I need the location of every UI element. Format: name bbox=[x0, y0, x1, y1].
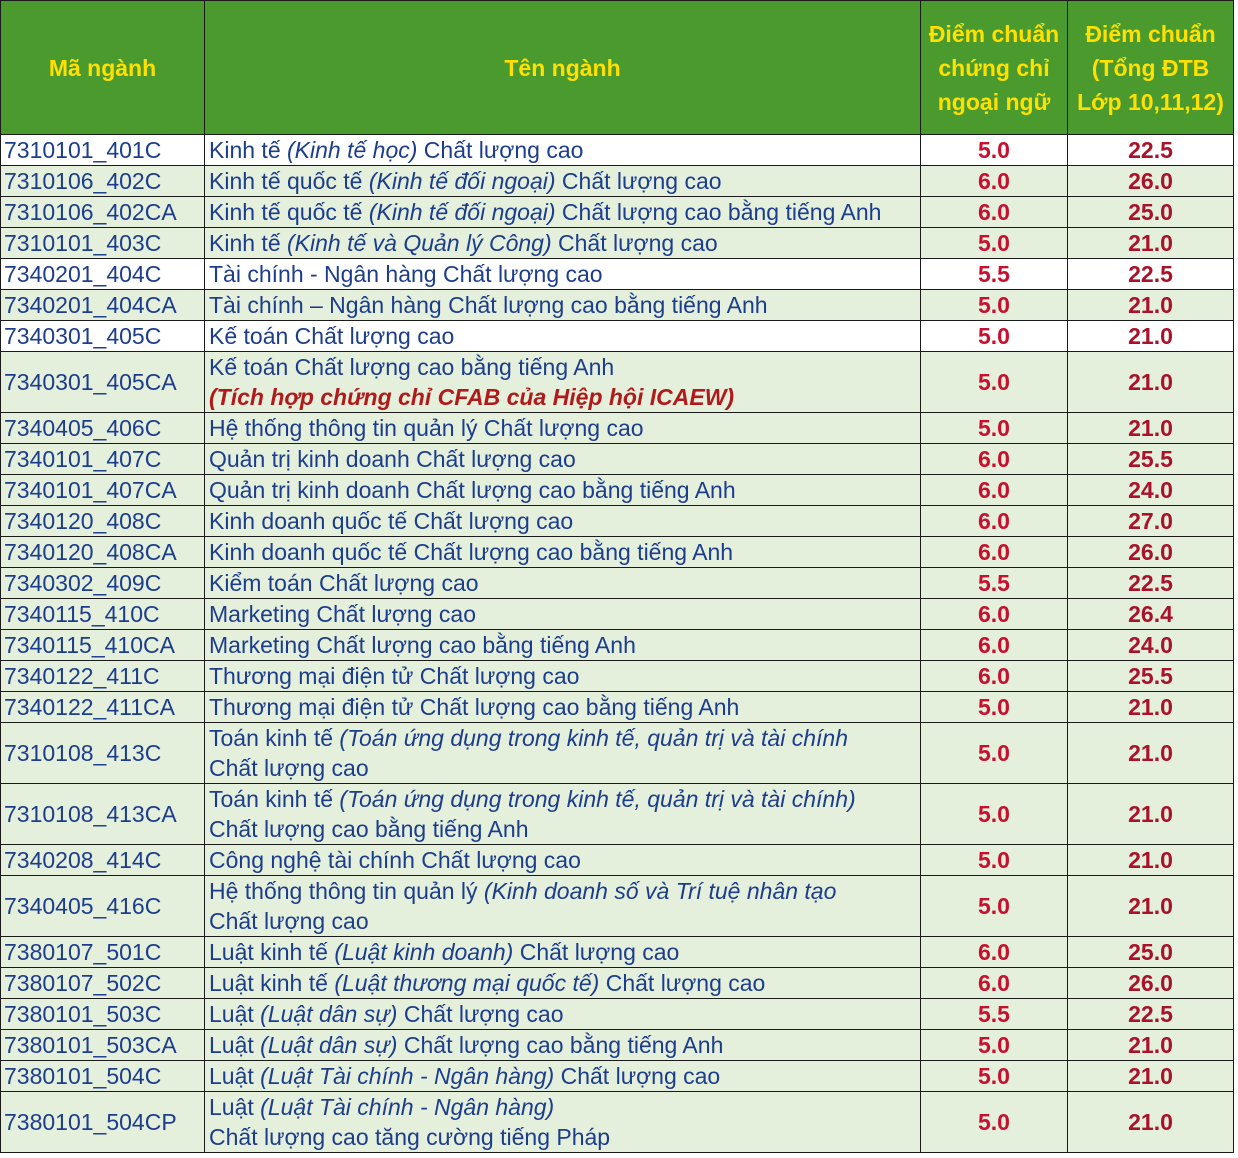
gpa-score-cell: 27.0 bbox=[1068, 506, 1234, 537]
cert-score-cell: 5.0 bbox=[921, 290, 1068, 321]
major-name-segment: Luật bbox=[209, 1063, 261, 1089]
major-name-segment: Kinh doanh quốc tế Chất lượng cao bằng tiếng Anh bbox=[209, 539, 734, 565]
major-name-segment: Chất lượng cao bbox=[513, 939, 680, 965]
major-name-cell bbox=[205, 999, 921, 1030]
cert-score-cell: 6.0 bbox=[921, 166, 1068, 197]
table-row bbox=[1, 876, 1234, 937]
cert-score-cell: 6.0 bbox=[921, 937, 1068, 968]
table-row bbox=[1, 845, 1234, 876]
major-name-cell bbox=[205, 692, 921, 723]
major-name-segment: Quản trị kinh doanh Chất lượng cao bbox=[209, 446, 576, 472]
major-code-cell: 7380101_503CA bbox=[1, 1030, 205, 1061]
gpa-score-cell: 25.0 bbox=[1068, 197, 1234, 228]
table-row bbox=[1, 1030, 1234, 1061]
major-name-segment: Chất lượng cao bbox=[397, 1001, 564, 1027]
major-name-segment: Hệ thống thông tin quản lý bbox=[209, 878, 484, 904]
gpa-score-cell: 21.0 bbox=[1068, 692, 1234, 723]
major-name-segment: (Toán ứng dụng trong kinh tế, quản trị và tài chính) bbox=[339, 786, 856, 812]
cert-score-cell: 5.0 bbox=[921, 1030, 1068, 1061]
cert-score-cell: 5.5 bbox=[921, 259, 1068, 290]
major-name-segment: Tài chính - Ngân hàng Chất lượng cao bbox=[209, 261, 603, 287]
table-row bbox=[1, 135, 1234, 166]
table-row bbox=[1, 968, 1234, 999]
major-name-segment: Tài chính – Ngân hàng Chất lượng cao bằng tiếng Anh bbox=[209, 292, 768, 318]
major-name-segment: Chất lượng cao bbox=[554, 1063, 721, 1089]
gpa-score-cell: 21.0 bbox=[1068, 413, 1234, 444]
major-code-cell: 7340101_407C bbox=[1, 444, 205, 475]
major-name-cell bbox=[205, 723, 921, 784]
table-row bbox=[1, 321, 1234, 352]
cert-score-cell: 5.0 bbox=[921, 228, 1068, 259]
major-code-cell: 7340122_411C bbox=[1, 661, 205, 692]
major-code-cell: 7340201_404CA bbox=[1, 290, 205, 321]
gpa-score-cell: 25.0 bbox=[1068, 937, 1234, 968]
table-row bbox=[1, 1061, 1234, 1092]
major-code-cell: 7340208_414C bbox=[1, 845, 205, 876]
major-name-segment: Kinh tế bbox=[209, 137, 287, 163]
major-name-cell bbox=[205, 444, 921, 475]
cert-score-cell: 6.0 bbox=[921, 599, 1068, 630]
major-name-segment: Toán kinh tế bbox=[209, 725, 340, 751]
major-name-cell bbox=[205, 937, 921, 968]
major-code-cell: 7380101_503C bbox=[1, 999, 205, 1030]
major-name-segment: (Kinh tế đối ngoại) bbox=[368, 168, 556, 194]
cert-score-cell: 5.0 bbox=[921, 413, 1068, 444]
major-name-segment: Chất lượng cao bằng tiếng Anh bbox=[209, 816, 529, 842]
header-cert-score: Điểm chuẩn chứng chỉ ngoại ngữ bbox=[921, 1, 1068, 135]
table-row bbox=[1, 352, 1234, 413]
major-name-cell bbox=[205, 630, 921, 661]
major-name-segment: Kế toán Chất lượng cao bằng tiếng Anh bbox=[209, 354, 615, 380]
cert-score-cell: 5.0 bbox=[921, 692, 1068, 723]
table-row bbox=[1, 937, 1234, 968]
table-row bbox=[1, 599, 1234, 630]
major-name-segment: (Luật kinh doanh) bbox=[334, 939, 514, 965]
major-name-segment: Marketing Chất lượng cao bbox=[209, 601, 476, 627]
major-name-segment: Luật bbox=[209, 1032, 261, 1058]
gpa-score-cell: 21.0 bbox=[1068, 845, 1234, 876]
major-note-text: (Tích hợp chứng chỉ CFAB của Hiệp hội ICAEW) bbox=[209, 384, 735, 410]
major-code-cell: 7340120_408C bbox=[1, 506, 205, 537]
major-name-cell bbox=[205, 568, 921, 599]
major-name-cell bbox=[205, 599, 921, 630]
gpa-score-cell: 22.5 bbox=[1068, 568, 1234, 599]
major-name-cell bbox=[205, 876, 921, 937]
table-row bbox=[1, 444, 1234, 475]
major-name-segment: Công nghệ tài chính Chất lượng cao bbox=[209, 847, 581, 873]
table-row bbox=[1, 630, 1234, 661]
major-code-cell: 7380107_501C bbox=[1, 937, 205, 968]
major-name-segment: Luật bbox=[209, 1001, 261, 1027]
gpa-score-cell: 22.5 bbox=[1068, 259, 1234, 290]
major-name-segment: Luật kinh tế bbox=[209, 939, 335, 965]
major-name-cell bbox=[205, 1092, 921, 1153]
major-code-cell: 7340115_410C bbox=[1, 599, 205, 630]
major-name-segment: Thương mại điện tử Chất lượng cao bbox=[209, 663, 580, 689]
major-name-cell bbox=[205, 1061, 921, 1092]
major-code-cell: 7340122_411CA bbox=[1, 692, 205, 723]
cert-score-cell: 6.0 bbox=[921, 537, 1068, 568]
table-row bbox=[1, 568, 1234, 599]
gpa-score-cell: 22.5 bbox=[1068, 999, 1234, 1030]
major-name-cell bbox=[205, 197, 921, 228]
major-name-segment: Chất lượng cao bbox=[209, 908, 369, 934]
major-code-cell: 7340101_407CA bbox=[1, 475, 205, 506]
major-name-segment: (Luật dân sự) bbox=[260, 1032, 398, 1058]
gpa-score-cell: 21.0 bbox=[1068, 876, 1234, 937]
major-code-cell: 7380101_504C bbox=[1, 1061, 205, 1092]
gpa-score-cell: 26.0 bbox=[1068, 166, 1234, 197]
cert-score-cell: 5.0 bbox=[921, 321, 1068, 352]
cert-score-cell: 5.0 bbox=[921, 784, 1068, 845]
gpa-score-cell: 24.0 bbox=[1068, 630, 1234, 661]
major-name-cell bbox=[205, 321, 921, 352]
cert-score-cell: 6.0 bbox=[921, 475, 1068, 506]
major-name-segment: (Luật thương mại quốc tế) bbox=[334, 970, 600, 996]
major-code-cell: 7340120_408CA bbox=[1, 537, 205, 568]
major-name-cell bbox=[205, 1030, 921, 1061]
table-row bbox=[1, 999, 1234, 1030]
cert-score-cell: 5.0 bbox=[921, 845, 1068, 876]
major-code-cell: 7340115_410CA bbox=[1, 630, 205, 661]
major-name-segment: Kinh tế bbox=[209, 230, 287, 256]
table-row bbox=[1, 692, 1234, 723]
major-code-cell: 7380101_504CP bbox=[1, 1092, 205, 1153]
major-name-segment: Hệ thống thông tin quản lý Chất lượng cao bbox=[209, 415, 644, 441]
major-code-cell: 7340301_405CA bbox=[1, 352, 205, 413]
table-row bbox=[1, 290, 1234, 321]
major-code-cell: 7340405_406C bbox=[1, 413, 205, 444]
major-code-cell: 7310108_413CA bbox=[1, 784, 205, 845]
major-code-cell: 7310101_401C bbox=[1, 135, 205, 166]
cert-score-cell: 5.0 bbox=[921, 876, 1068, 937]
major-name-cell bbox=[205, 784, 921, 845]
major-name-segment: (Kinh tế học) bbox=[287, 137, 418, 163]
gpa-score-cell: 21.0 bbox=[1068, 290, 1234, 321]
major-name-cell bbox=[205, 506, 921, 537]
major-name-cell bbox=[205, 537, 921, 568]
major-name-segment: Quản trị kinh doanh Chất lượng cao bằng tiếng Anh bbox=[209, 477, 736, 503]
major-code-cell: 7340201_404C bbox=[1, 259, 205, 290]
table-row bbox=[1, 166, 1234, 197]
gpa-score-cell: 21.0 bbox=[1068, 784, 1234, 845]
major-name-segment: Kiểm toán Chất lượng cao bbox=[209, 570, 479, 596]
cert-score-cell: 5.5 bbox=[921, 999, 1068, 1030]
cert-score-cell: 5.0 bbox=[921, 135, 1068, 166]
major-name-segment: Chất lượng cao bbox=[209, 755, 369, 781]
gpa-score-cell: 21.0 bbox=[1068, 1092, 1234, 1153]
gpa-score-cell: 26.0 bbox=[1068, 968, 1234, 999]
gpa-score-cell: 26.0 bbox=[1068, 537, 1234, 568]
major-name-segment: Chất lượng cao bbox=[417, 137, 584, 163]
major-name-segment: Chất lượng cao bbox=[555, 168, 722, 194]
cert-score-cell: 6.0 bbox=[921, 630, 1068, 661]
major-name-segment: Toán kinh tế bbox=[209, 786, 340, 812]
major-name-cell bbox=[205, 290, 921, 321]
table-body bbox=[1, 135, 1234, 1153]
major-name-segment: Kinh tế quốc tế bbox=[209, 168, 369, 194]
major-name-segment: Chất lượng cao bằng tiếng Anh bbox=[397, 1032, 724, 1058]
header-code: Mã ngành bbox=[1, 1, 205, 135]
major-code-cell: 7310101_403C bbox=[1, 228, 205, 259]
gpa-score-cell: 21.0 bbox=[1068, 352, 1234, 413]
major-name-segment: Kế toán Chất lượng cao bbox=[209, 323, 455, 349]
gpa-score-cell: 21.0 bbox=[1068, 1061, 1234, 1092]
major-name-segment: (Luật dân sự) bbox=[260, 1001, 398, 1027]
major-code-cell: 7340405_416C bbox=[1, 876, 205, 937]
major-name-cell bbox=[205, 135, 921, 166]
major-code-cell: 7380107_502C bbox=[1, 968, 205, 999]
major-name-cell bbox=[205, 166, 921, 197]
cert-score-cell: 6.0 bbox=[921, 968, 1068, 999]
table-row bbox=[1, 1092, 1234, 1153]
gpa-score-cell: 22.5 bbox=[1068, 135, 1234, 166]
major-code-cell: 7340302_409C bbox=[1, 568, 205, 599]
major-name-segment: Chất lượng cao bbox=[551, 230, 718, 256]
major-name-segment: Chất lượng cao tăng cường tiếng Pháp bbox=[209, 1124, 611, 1150]
major-name-segment: (Toán ứng dụng trong kinh tế, quản trị và tài chính bbox=[339, 725, 848, 751]
cert-score-cell: 5.0 bbox=[921, 1061, 1068, 1092]
header-gpa-score: Điểm chuẩn (Tổng ĐTB Lớp 10,11,12) bbox=[1068, 1, 1234, 135]
major-name-cell bbox=[205, 968, 921, 999]
gpa-score-cell: 21.0 bbox=[1068, 1030, 1234, 1061]
major-name-cell bbox=[205, 475, 921, 506]
major-name-segment: (Kinh tế đối ngoại) bbox=[368, 199, 556, 225]
major-name-segment: Kinh tế quốc tế bbox=[209, 199, 369, 225]
major-name-segment: Thương mại điện tử Chất lượng cao bằng tiếng Anh bbox=[209, 694, 740, 720]
cert-score-cell: 5.0 bbox=[921, 1092, 1068, 1153]
cert-score-cell: 5.0 bbox=[921, 723, 1068, 784]
table-row bbox=[1, 784, 1234, 845]
major-name-segment: Luật bbox=[209, 1094, 261, 1120]
table-row bbox=[1, 475, 1234, 506]
gpa-score-cell: 24.0 bbox=[1068, 475, 1234, 506]
major-name-segment: (Luật Tài chính - Ngân hàng) bbox=[260, 1063, 555, 1089]
table-row bbox=[1, 413, 1234, 444]
major-name-cell bbox=[205, 259, 921, 290]
major-name-cell bbox=[205, 228, 921, 259]
table-row bbox=[1, 661, 1234, 692]
major-code-cell: 7310108_413C bbox=[1, 723, 205, 784]
major-name-segment: (Luật Tài chính - Ngân hàng) bbox=[260, 1094, 555, 1120]
table-row bbox=[1, 197, 1234, 228]
gpa-score-cell: 25.5 bbox=[1068, 661, 1234, 692]
gpa-score-cell: 21.0 bbox=[1068, 723, 1234, 784]
table-row bbox=[1, 537, 1234, 568]
gpa-score-cell: 26.4 bbox=[1068, 599, 1234, 630]
major-name-segment: Chất lượng cao bbox=[599, 970, 766, 996]
gpa-score-cell: 21.0 bbox=[1068, 321, 1234, 352]
major-name-segment: (Kinh doanh số và Trí tuệ nhân tạo bbox=[483, 878, 837, 904]
major-name-cell bbox=[205, 661, 921, 692]
major-code-cell: 7310106_402CA bbox=[1, 197, 205, 228]
table-row bbox=[1, 723, 1234, 784]
cert-score-cell: 6.0 bbox=[921, 661, 1068, 692]
major-code-cell: 7340301_405C bbox=[1, 321, 205, 352]
major-name-segment: (Kinh tế và Quản lý Công) bbox=[287, 230, 552, 256]
major-name-segment: Kinh doanh quốc tế Chất lượng cao bbox=[209, 508, 574, 534]
major-name-cell bbox=[205, 352, 921, 413]
table-row bbox=[1, 228, 1234, 259]
cert-score-cell: 6.0 bbox=[921, 197, 1068, 228]
cert-score-cell: 5.5 bbox=[921, 568, 1068, 599]
header-row bbox=[1, 1, 1234, 135]
header-name: Tên ngành bbox=[205, 1, 921, 135]
major-name-cell bbox=[205, 413, 921, 444]
gpa-score-cell: 25.5 bbox=[1068, 444, 1234, 475]
table-row bbox=[1, 506, 1234, 537]
major-name-cell bbox=[205, 845, 921, 876]
major-name-segment: Marketing Chất lượng cao bằng tiếng Anh bbox=[209, 632, 636, 658]
major-code-cell: 7310106_402C bbox=[1, 166, 205, 197]
cert-score-cell: 6.0 bbox=[921, 444, 1068, 475]
gpa-score-cell: 21.0 bbox=[1068, 228, 1234, 259]
cert-score-cell: 5.0 bbox=[921, 352, 1068, 413]
table-row bbox=[1, 259, 1234, 290]
cert-score-cell: 6.0 bbox=[921, 506, 1068, 537]
major-name-segment: Chất lượng cao bằng tiếng Anh bbox=[555, 199, 882, 225]
major-name-segment: Luật kinh tế bbox=[209, 970, 335, 996]
